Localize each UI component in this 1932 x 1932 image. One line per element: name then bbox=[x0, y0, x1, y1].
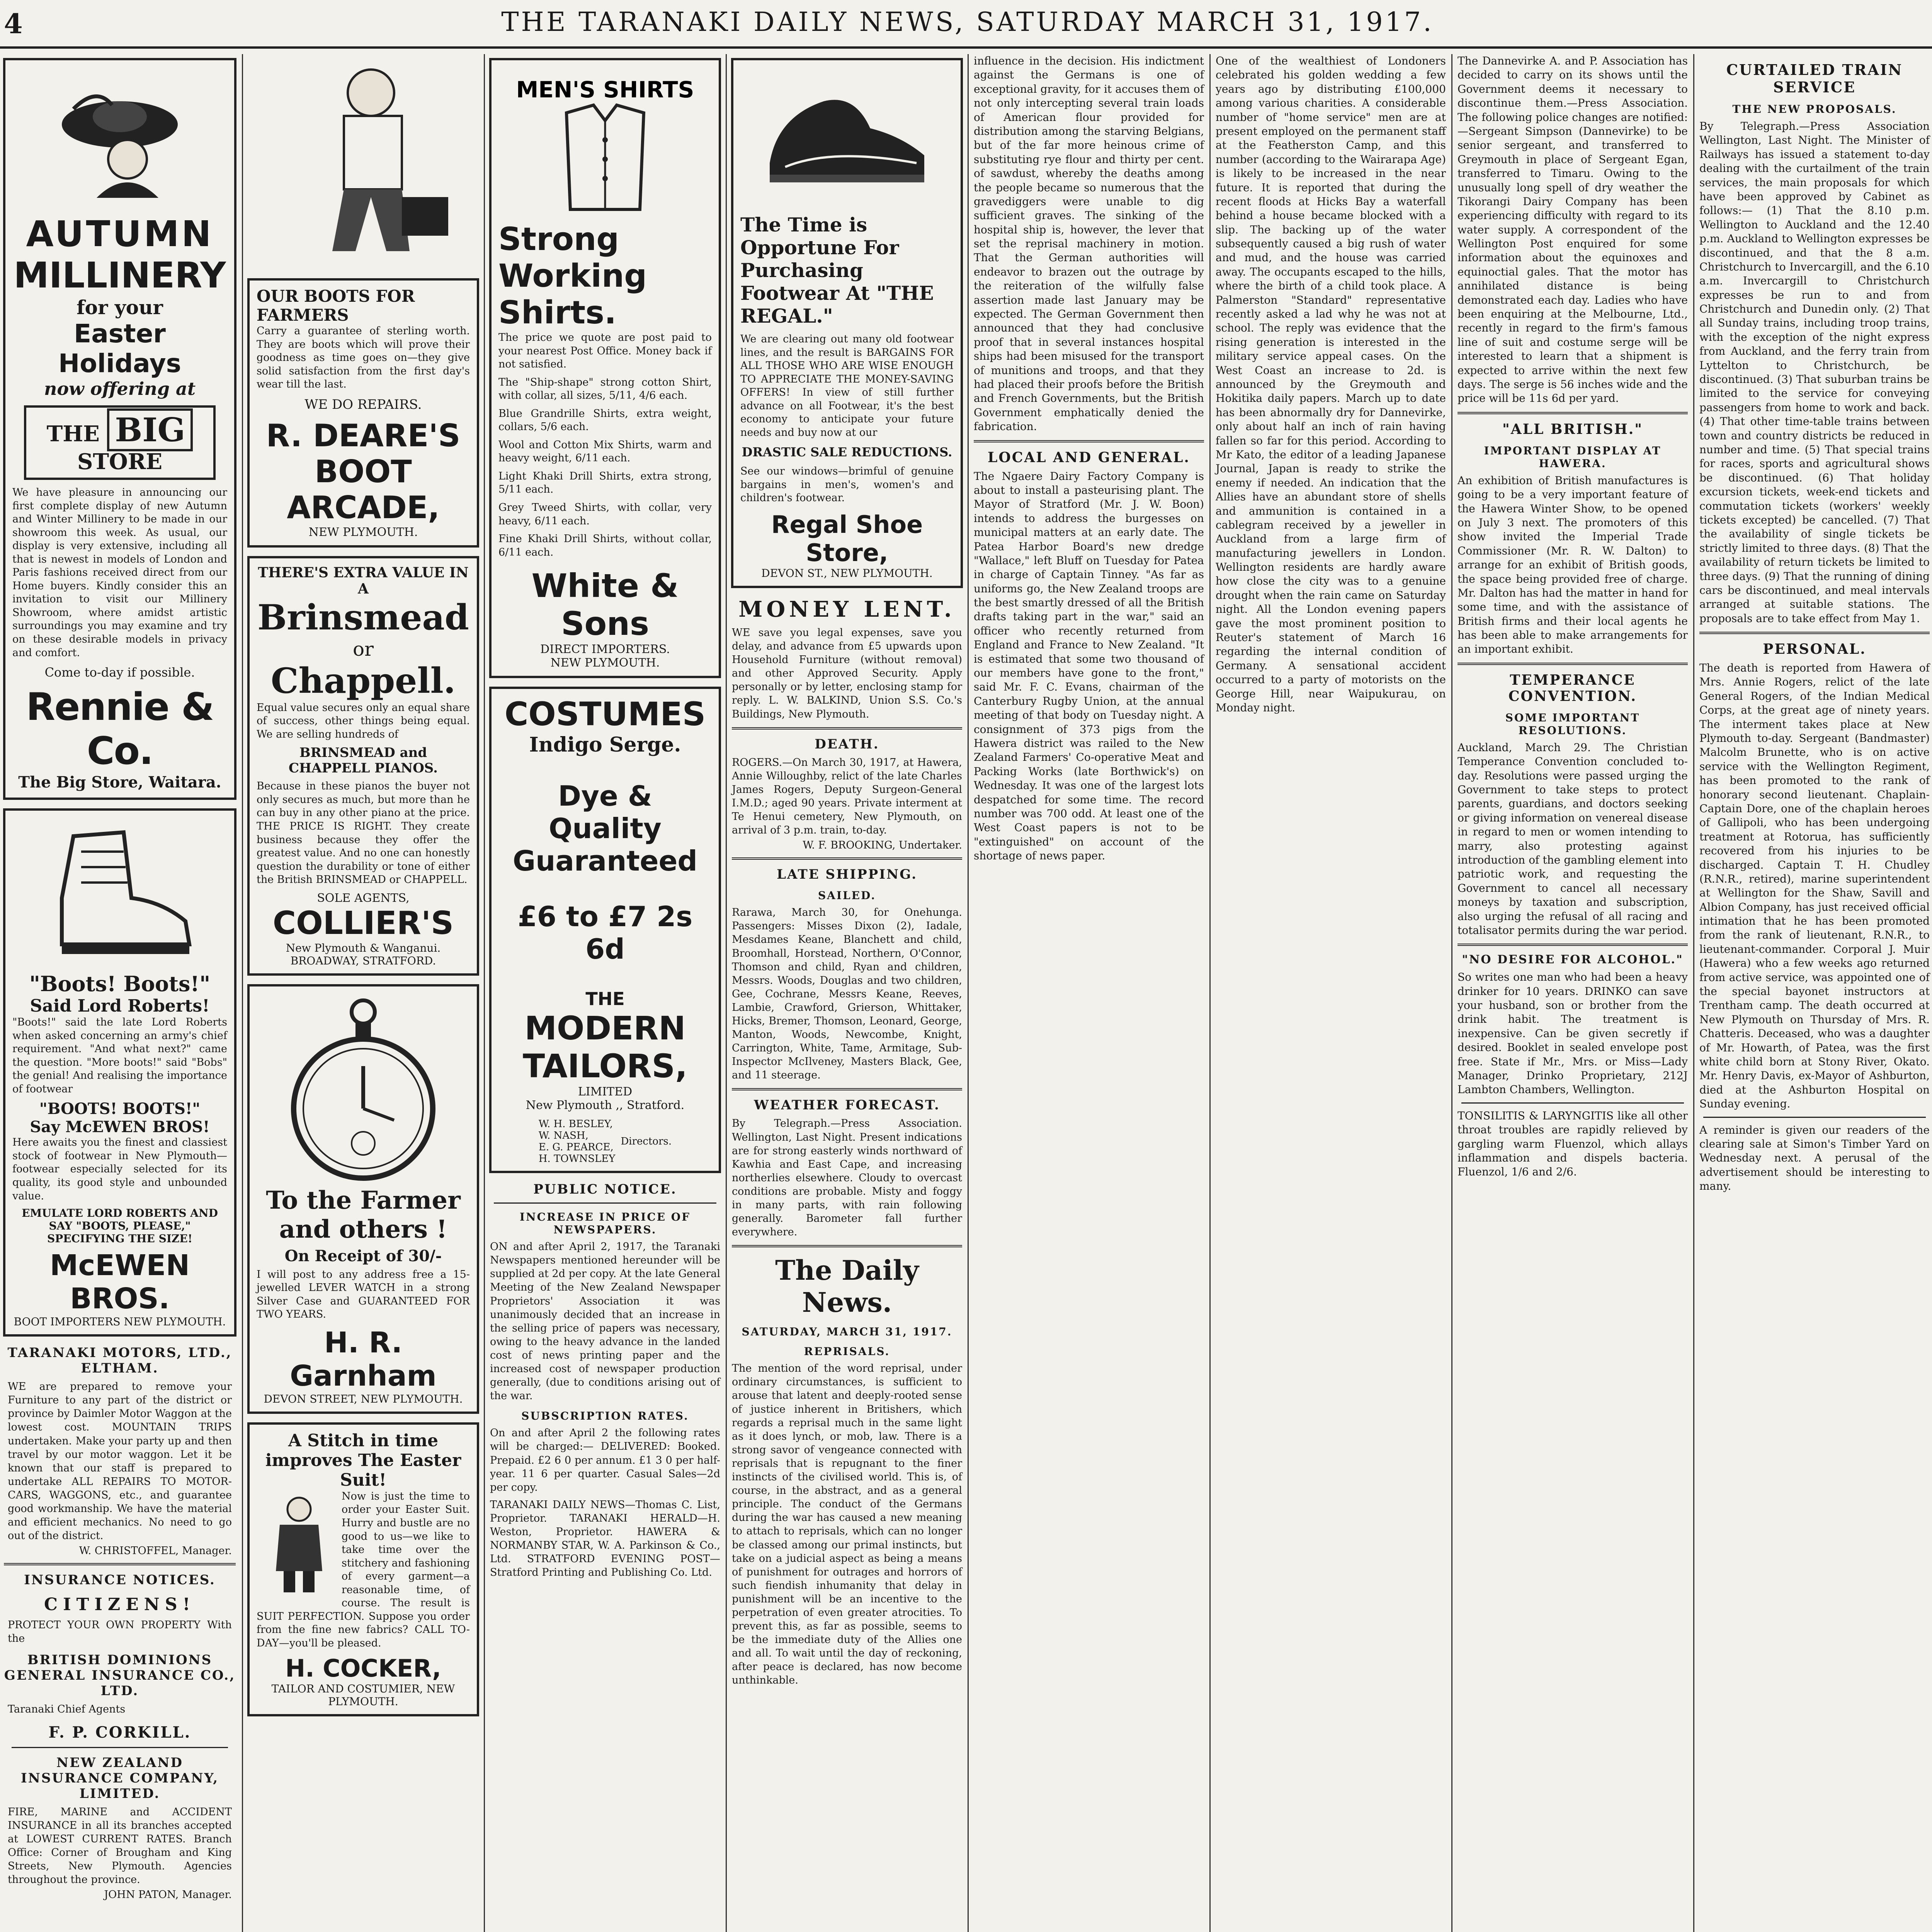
ad-heading: DRASTIC SALE REDUCTIONS. bbox=[742, 445, 952, 460]
weather-forecast bbox=[728, 1097, 966, 1239]
big-store-ad bbox=[3, 58, 236, 800]
notice-heading: SUBSCRIPTION RATES. bbox=[521, 1410, 689, 1423]
advertiser-name: Rennie & Co. bbox=[26, 685, 214, 774]
advertiser-name: McEWEN BROS. bbox=[49, 1249, 190, 1316]
column-2 bbox=[244, 54, 482, 1932]
page-number: 4 bbox=[4, 8, 23, 40]
article-body: An exhibition of British manufactures is going to be a very important feature of the Hawera Winter Show, to be opened on July 3 next. The promoters of this show invited the Imperial Trade Commissioner (Mr. R. W. Dalton) to arrange for an exhibit of British goods, the space being provided free of charge. Mr. Dalton has had the matter in hand for some time, and with the assistance of British firms and their local agents he has been able to make arrangements for an important exhibit. bbox=[1458, 474, 1688, 656]
column-1 bbox=[0, 54, 240, 1932]
ad-body: Taranaki Chief Agents bbox=[8, 1703, 126, 1716]
farmer-boot-illustration bbox=[255, 58, 471, 274]
editorial-continued: influence in the decision. His indictment against the Germans is one of exceptional gravity, for it accuses them of not only intercepting several train loads of American flour provided for distribution among the starving Belgians, but of the far more heinous crime of substituting rye flour and thirty per cent. of sawdust, whereby the deaths among the people became so numerous that the gravediggers were unable to dig sufficient graves. The sinking of the hospital ship is, however, the lever that set the reprisal machinery in motion. That the German authorities will endeavor to brazen out the outrage by the reiteration of the wilfully false assertion made last January may be expected. The German Government then announced that they had conclusive proof that in several instances hospital ships had been misused for the transport of munitions and troops, and that they had placed their proofs before the British and French Governments, but the British Government emphatically denied the fabrication. bbox=[974, 54, 1204, 433]
column-6 bbox=[1212, 54, 1450, 1932]
regal-shoe-ad bbox=[731, 58, 963, 588]
advertiser-address: New Plymouth & Wanganui. BROADWAY, STRATFORD. bbox=[286, 941, 441, 967]
director-name: W. H. BESLEY, bbox=[538, 1118, 613, 1130]
ad-body: Equal value secures only an equal share of success, other things being equal. We are selling hundreds of bbox=[257, 701, 470, 740]
column-rule bbox=[1451, 54, 1452, 1932]
ad-heading: now offering at bbox=[44, 378, 196, 399]
ad-heading: CITIZENS! bbox=[44, 1595, 196, 1615]
ad-item: The "Ship-shape" strong cotton Shirt, with collar, all sizes, 5/11, 4/6 each. bbox=[498, 376, 712, 402]
advertiser-address: The Big Store, Waitara. bbox=[18, 773, 221, 792]
ad-heading: COSTUMES bbox=[504, 695, 706, 733]
advertiser-name: ARCADE, bbox=[287, 489, 440, 526]
article-body: The Dannevirke A. and P. Association has decided to carry on its shows until the Government deems it necessary to discontinue them.—Press Association. The following police changes are notified:—Sergeant Simpson (Dannevirke) to be senior sergeant, and transferred to Greymouth in place of Sergeant Egan, transferred to Timaru. Owing to the unusually long spell of dry weather the Tikorangi Dairy Company has been experiencing difficulty with regard to its water supply. A correspondent of the Wellington Post enquired for some information about the equinoxes and equinoctial gales. That the motor has annihilated distance is being demonstrated each day. Ladies who have been enquiring at the Melbourne, Ltd., recently in regard to the firm's famous line of suit and costume serge will be interested to learn that a shipment is expected to arrive within the next few days. The serge is 56 inches wide and the price will be 11s 6d per yard. bbox=[1458, 54, 1688, 405]
ad-item: Wool and Cotton Mix Shirts, warm and heavy weight, 6/11 each. bbox=[498, 439, 712, 464]
editorial-title: REPRISALS. bbox=[804, 1345, 890, 1358]
death-notice bbox=[728, 736, 966, 852]
ad-heading: Brinsmead bbox=[257, 597, 469, 638]
advertiser-address: DEVON STREET, NEW PLYMOUTH. bbox=[264, 1392, 463, 1405]
column-rule bbox=[968, 54, 969, 1932]
ad-body: We have pleasure in announcing our first complete display of new Autumn and Winter Millinery to be made in our showroom this week. As usual, our display is very extensive, including all that is newest in models of London and Paris fashions received direct from our Home buyers. Kindly consider this an invitation to visit our Millinery Showroom, where amidst artistic surroundings you may examine and try on these desirable models in privacy and comfort. bbox=[12, 486, 227, 659]
deare-boot-ad bbox=[247, 278, 479, 548]
section-heading: CURTAILED TRAIN SERVICE bbox=[1726, 61, 1903, 96]
ad-body: We are clearing out many old footwear lines, and the result is BARGAINS FOR ALL THOSE WHO ARE WISE ENOUGH TO APPRECIATE THE MONEY-SAVING OFFERS! In view of still further advance on all Footwear, it's the best economy to anticipate your future needs and buy now at our bbox=[740, 333, 954, 439]
masthead bbox=[0, 0, 1932, 49]
ad-heading: Said Lord Roberts! bbox=[30, 996, 210, 1016]
column-7 bbox=[1454, 54, 1692, 1932]
column-rule bbox=[726, 54, 727, 1932]
paper-nameplate: The Daily News. bbox=[775, 1254, 919, 1319]
article-body: The Ngaere Dairy Factory Company is about to install a pasteurising plant. The Mayor of Stratford (Mr. J. W. Boon) intends to address the burgesses on municipal matters at an early date. The Patea Harbor Board's new dredge "Wallace," left Bluff on Tuesday for Patea in charge of Captain Tinney. "As far as uniforms go, the New Zealand troops are the best smartly dressed of all the British drafts taking part in the war," said an officer who recently returned from England and France to New Zealand. "It is estimated that some two thousand of our members have gone to the front," said Mr. F. C. Evans, chairman of the Canterbury Rugby Union, at the annual meeting of that body on Tuesday night. A consignment of 373 pigs from the Hawera district was railed to the New Zealand Farmers' Co-operative Meat and Packing Works (late Borthwick's) on Wednesday. It was one of the largest lots despatched for some time. The record number was 700 odd. At least one of the West Coast papers is not to be "extinguished" on account of the shortage of news paper. bbox=[974, 469, 1204, 862]
colliers-piano-ad bbox=[247, 556, 479, 976]
article-body: The death is reported from Hawera of Mrs. Annie Rogers, relict of the late General Rogers, of the Indian Medical Corps, at the great age of ninety years. The interment takes place at New Plymouth to-day. Sergeant (Bandmaster) Malcolm Brunette, who is on active service with the Wellington Regiment, has been promoted to the rank of honorary second lieutenant. Chaplain-Captain Dore, one of the chaplain heroes of Gallipoli, who has been undergoing treatment at Rotorua, has sufficiently recovered from his injuries to be discharged. Captain T. H. Chudley (R.N.R., retired), marine superintendent at Wellington for the Shaw, Savill and Albion Company, has just received official intimation that he has been promoted from the rank of lieutenant, R.N.R., to lieutenant-commander. Corporal J. Muir (Hawera) who a few weeks ago returned from active service, was appointed one of the special bayonet instructors at Trentham camp. The death occurred at New Plymouth on Thursday of Mrs. R. Chatteris. Deceased, who was a daughter of Mr. Howarth, of Patea, was the first white child born at Stony River, Okato. Mr. Henry Davis, ex-Mayor of Ashburton, died at the Ashburton Hospital on Sunday evening. bbox=[1699, 662, 1930, 1111]
ad-heading: Chappell. bbox=[270, 660, 456, 701]
ad-heading: "Boots! Boots!" bbox=[29, 971, 211, 997]
boot-illustration bbox=[39, 821, 201, 968]
advertiser-address: NEW PLYMOUTH. bbox=[308, 525, 418, 539]
modern-tailors-ad bbox=[489, 687, 721, 1173]
directors-list bbox=[498, 1118, 712, 1165]
ad-body: FIRE, MARINE and ACCIDENT INSURANCE in all its branches accepted at LOWEST CURRENT RATES. Branch Office: Corner of Brougham and King Streets, New Plymouth. Agencies throughout the province. bbox=[8, 1806, 232, 1886]
ad-note: Come to-day if possible. bbox=[44, 665, 195, 680]
ad-heading: TARANAKI MOTORS, LTD., ELTHAM. bbox=[7, 1345, 232, 1376]
ad-heading: Strong bbox=[498, 221, 619, 258]
advertiser-name: MODERN bbox=[524, 1009, 686, 1048]
ad-body: Here awaits you the finest and classiest stock of footwear in New Plymouth—footwear especially selected for its quality, its good style and unbounded value. bbox=[12, 1136, 227, 1202]
article-body: A reminder is given our readers of the clearing sale at Simon's Timber Yard on Wednesday next. A perusal of the advertisement should be interesting to many. bbox=[1699, 1123, 1930, 1193]
subheading: THE NEW PROPOSALS. bbox=[1732, 103, 1897, 116]
ad-signature: W. CHRISTOFFEL, Manager. bbox=[79, 1545, 232, 1557]
notice-body: TARANAKI DAILY NEWS—Thomas C. List, Proprietor. TARANAKI HERALD—H. Weston, Proprietor. HAWERA & NORMANBY STAR, W. A. Parkinson & Co., Ltd. STRATFORD EVENING POST—Stratford Printing and Publishing Co. Ltd. bbox=[490, 1498, 720, 1579]
ad-heading: or bbox=[352, 638, 374, 660]
ad-body: PROTECT YOUR OWN PROPERTY With the bbox=[8, 1619, 232, 1645]
advertiser-name: White & Sons bbox=[531, 567, 679, 643]
article-body: One of the wealthiest of Londoners celebrated his golden wedding a few years ago by distributing £100,000 among various charities. A considerable number of "home service" men are at present employed on the permanent staff at the Featherston Camp, and this number (according to the Wairarapa Age) is likely to be increased in the near future. It is reported that during the recent floods at Hicks Bay a waterfall behind a house became blocked with a slip. The backing up of the water subsequently caused a big rush of water and mud, and the house was carried away. The occupants escaped to the hills, where the birth of a child took place. A Palmerston "Standard" representative recently asked a lad why he was not at school. The reply was evidence that the rising generation is interested in the military service appeal cases. On the West Coast an increase to 2d. is announced by the Greymouth and Hokitika daily papers. March up to date has been abnormally dry for Dannevirke, only about half an inch of rain having fallen so far for this period. According to Mr Kato, the editor of a leading Japanese Journal, Japan is ready to strike the enemy if needed. An indication that the Allies have an abundant store of shells and ammunition is contained in a cablegram received by a jeweller in Auckland from a large firm of manufacturing jewellers in London. Wellington residents are hardly aware how close the city was to a genuine drought when the rain came on Saturday night. All the London evening papers gave the most prominent position to Reuter's statement of March 16 regarding the internal condition of Germany. A sensational accident occurred to a party of motorists on the George Hill, near Waipukurau, on Monday night. bbox=[1216, 54, 1446, 714]
ad-body: Now is just the time to order your Easter Suit. Hurry and bustle are no good to us—we like to take time over the stitchery and fashioning of every garment—a reasonable time, of course. The result is SUIT PERFECTION. Suppose you order from the fine new fabrics? CALL TO-DAY—you'll be pleased. bbox=[257, 1490, 470, 1649]
column-3 bbox=[486, 54, 724, 1932]
advertiser-address: TAILOR AND COSTUMIER, NEW PLYMOUTH. bbox=[271, 1682, 455, 1708]
garnham-watch-ad bbox=[247, 984, 479, 1414]
ad-heading: F. P. CORKILL. bbox=[48, 1723, 191, 1742]
section-heading: PUBLIC NOTICE. bbox=[533, 1182, 677, 1197]
ad-body: I will post to any address free a 15-jewelled LEVER WATCH in a strong Silver Case and GUARANTEED FOR TWO YEARS. bbox=[257, 1268, 470, 1321]
ad-body: The price we quote are post paid to your nearest Post Office. Money back if not satisfied. bbox=[498, 332, 712, 371]
ad-signature: JOHN PATON, Manager. bbox=[104, 1889, 232, 1901]
ad-heading: MONEY LENT. bbox=[738, 597, 956, 622]
hat-lady-illustration bbox=[50, 70, 189, 209]
article-body: By Telegraph.—Press Association. Wellington, Last Night. Present indications are for strong easterly winds northward of Kawhia and East Cape, and increasing northerlies elsewhere. Cloudy to overcast conditions are probable. Misty and foggy in many parts, with rain following generally. Barometer fall further everywhere. bbox=[732, 1117, 962, 1238]
ad-body: WE save you legal expenses, save you delay, and advance from £5 upwards upon Household Furniture (without removal) and other Approved Security. Apply personally or by letter, enclosing stamp for reply. L. W. BALKIND, Union S.S. Co.'s Buildings, New Plymouth. bbox=[732, 627, 962, 720]
notice-body: On and after April 2 the following rates will be charged:— DELIVERED: Booked. Prepaid. £2 6 0 per annum. £1 3 0 per half-year. 11 6 per quarter. Casual Sales—2d per copy. bbox=[490, 1427, 720, 1493]
insurance-notices bbox=[4, 1572, 236, 1901]
ad-heading: A Stitch in time improves The Easter Suit! bbox=[265, 1430, 461, 1490]
advertiser-address: DIRECT IMPORTERS. bbox=[540, 643, 670, 656]
ad-heading: To the Farmer bbox=[266, 1185, 461, 1215]
advertiser-name: BOOT bbox=[315, 453, 412, 490]
section-heading: DEATH. bbox=[815, 736, 879, 752]
ad-heading: "BOOTS! BOOTS!" bbox=[39, 1100, 201, 1118]
advertiser-address: NEW PLYMOUTH. bbox=[550, 656, 660, 670]
article-body: By Telegraph.—Press Association Wellington, Last Night. The Minister of Railways has issued a statement to-day dealing with the curtailment of the train services, the main proposals for which have been approved by Cabinet as follows:— (1) That the 8.10 p.m. Wellington to Auckland and the 12.40 p.m. Auckland to Wellington expresses be discontinued, and that the 8 a.m. Christchurch to Invercargill, and the 6.10 a.m. Invercargill to Christchurch expresses be run to and from Christchurch and Dunedin only. (2) That all Sunday trains, including troop trains, with the exception of the night express from Auckland, and the ferry train from Lyttelton to Christchurch, be discontinued. (3) That suburban trains be limited to the service for conveying passengers from home to work and back. (4) That other time-table trains between town and country districts be reduced in number and time. (5) That special trains for races, sports and agricultural shows be discontinued. (6) That holiday excursion tickets, week-end tickets and commutation tickets (workers' weekly tickets excepted) be cancelled. (7) That the availability of single tickets be strictly limited to three days. (8) That the availability of return tickets be limited to three days. (9) That the running of dining cars be discontinued, and meal intervals arranged at suitable stations. The proposals are to take effect from May 1. bbox=[1699, 120, 1930, 625]
notice-signature: W. F. BROOKING, Undertaker. bbox=[803, 839, 962, 852]
ad-slogan: EMULATE LORD ROBERTS AND SAY "BOOTS, PLEASE," SPECIFYING THE SIZE! bbox=[22, 1207, 218, 1245]
ad-heading: The Time is Opportune For Purchasing Footwear At "THE REGAL." bbox=[740, 213, 934, 327]
ad-body: WE are prepared to remove your Furniture to any part of the district or province by Daimler Motor Waggon at the lowest cost. MOUNTAIN TRIPS undertaken. Make your party up and then travel by our motor waggon. Let it be known that our staff is prepared to undertake ALL REPAIRS TO MOTOR-CARS, WAGGONS, etc., and guarantee good workmanship. We have the material and efficient mechanics. No need to go out of the district. bbox=[8, 1381, 232, 1542]
store-logo-the: THE bbox=[46, 421, 100, 447]
ad-heading: Say McEWEN BROS! bbox=[30, 1118, 210, 1136]
article-body: Auckland, March 29. The Christian Temperance Convention concluded to-day. Resolutions were passed urging the Government to take steps to protect parents, guardians, and doctors seeking or giving information on venereal disease in regard to men or women intending to marry, also protesting against introduction of the gambling element into patriotic work, and requesting the Government to cancel all necessary moneys by taxation and subscription, also urging the refusal of all racing and totalisator permits during the war period. bbox=[1458, 741, 1688, 937]
section-heading: LOCAL AND GENERAL. bbox=[988, 449, 1190, 466]
ad-heading: On Receipt of 30/- bbox=[284, 1247, 442, 1265]
ad-note: SOLE AGENTS, bbox=[317, 891, 410, 905]
ad-heading: Guaranteed bbox=[513, 845, 697, 878]
editorial bbox=[728, 1254, 966, 1687]
column-rule bbox=[1209, 54, 1211, 1932]
ad-heading: AUTUMN bbox=[26, 213, 214, 255]
pocket-watch-illustration bbox=[282, 997, 444, 1182]
store-logo bbox=[24, 405, 216, 480]
editorial-date: SATURDAY, MARCH 31, 1917. bbox=[742, 1325, 952, 1338]
notice-body: ON and after April 2, 1917, the Taranaki Newspapers mentioned hereunder will be supplied at 2d per copy. At the late General Meeting of the New Zealand Newspaper Proprietors' Association it was unanimously decided that an increase in the selling price of papers was necessary, owing to the heavy advance in the landed cost of news printing paper and the increased cost of newspaper production generally, (due to conditions arising out of the war. bbox=[490, 1241, 720, 1402]
shoe-illustration bbox=[754, 70, 940, 209]
ad-item: Grey Tweed Shirts, with collar, very heavy, 6/11 each. bbox=[498, 502, 712, 527]
section-heading: TEMPERANCE CONVENTION. bbox=[1508, 672, 1637, 704]
advertiser-address: DEVON ST., NEW PLYMOUTH. bbox=[761, 567, 933, 580]
taranaki-motors-ad bbox=[4, 1345, 236, 1557]
store-logo-big: BIG bbox=[107, 408, 193, 451]
ad-heading: BRINSMEAD and CHAPPELL PIANOS. bbox=[289, 745, 438, 776]
notice-body: ROGERS.—On March 30, 1917, at Hawera, Annie Willoughby, relict of the late Charles James Rogers, Deputy Surgeon-General I.M.D.; aged 90 years. Private interment at Te Henui cemetery, New Plymouth, on arrival of 3 p.m. train, to-day. bbox=[732, 756, 962, 837]
advertiser-name: Regal Shoe Store, bbox=[771, 510, 923, 567]
ad-heading: Easter Holidays bbox=[58, 319, 181, 378]
advertiser-address: New Plymouth ,, Stratford. bbox=[526, 1099, 685, 1112]
advertiser-name: TAILORS, bbox=[522, 1047, 688, 1085]
ad-body: Because in these pianos the buyer not only secures as much, but more than he can buy in any other piano at the price. THE PRICE IS RIGHT. They create business because they offer the greatest value. And no one can honestly question the durability or tone of either the British BRINSMEAD or CHAPPELL. bbox=[257, 780, 470, 886]
ad-item: Light Khaki Drill Shirts, extra strong, 5/11 each. bbox=[498, 470, 712, 496]
shirt-illustration bbox=[516, 70, 694, 217]
section-heading: INSURANCE NOTICES. bbox=[24, 1572, 216, 1588]
ad-body: Carry a guarantee of sterling worth. They are boots which will prove their goodness as time goes on—they give solid satisfaction from the first day's wear till the last. bbox=[257, 325, 470, 391]
editorial-body: The mention of the word reprisal, under ordinary circumstances, is sufficient to arouse that latent and deeply-rooted sense of justice inherent in Britishers, which regards a reprisal much in the same light as it does lynch, or mob, law. There is a strong savor of vengeance connected with reprisals that is repugnant to the finer instincts of the civilised world. This is, of course, in the abstract, and as a general principle. The conduct of the Germans during the war has caused a new meaning to attach to reprisals, which can no longer be classed among our primal instincts, but take on a judicial aspect as being a means of punishment for outrages and horrors of such fiendish inhumanity that delay in punishment will be an incentive to the perpetration of even greater atrocities. To prevent this, as far as possible, seems to be the immediate duty of the Allies one and all. To wait until the day of reckoning, after peace is declared, has now become unthinkable. bbox=[732, 1362, 962, 1687]
ad-body: TONSILITIS & LARYNGITIS like all other throat troubles are rapidly relieved by gargling warm Fluenzol, which allays inflammation and dispels bacteria. Fluenzol, 1/6 and 2/6. bbox=[1458, 1109, 1688, 1179]
ad-item: Fine Khaki Drill Shirts, without collar, 6/11 each. bbox=[498, 533, 712, 558]
public-notice bbox=[486, 1182, 724, 1579]
ad-heading: OUR BOOTS FOR FARMERS bbox=[257, 287, 415, 325]
ad-heading: NEW ZEALAND INSURANCE COMPANY, LIMITED. bbox=[20, 1755, 219, 1801]
ad-heading: "NO DESIRE FOR ALCOHOL." bbox=[1462, 953, 1684, 967]
column-8 bbox=[1696, 54, 1932, 1932]
director-name: H. TOWNSLEY bbox=[538, 1153, 616, 1165]
advertiser-name: H. R. Garnham bbox=[290, 1326, 437, 1393]
section-heading: PERSONAL. bbox=[1763, 641, 1866, 658]
ad-note: WE DO REPAIRS. bbox=[304, 396, 422, 412]
column-rule bbox=[1693, 54, 1694, 1932]
column-rule bbox=[484, 54, 485, 1932]
ad-item: Blue Grandrille Shirts, extra weight, collars, 5/6 each. bbox=[498, 407, 712, 433]
director-name: W. NASH, bbox=[538, 1130, 588, 1142]
ad-heading: Working bbox=[498, 258, 647, 294]
ad-heading: Shirts. bbox=[498, 294, 617, 331]
section-heading: "ALL BRITISH." bbox=[1502, 421, 1643, 437]
cocker-tailor-ad bbox=[247, 1422, 479, 1716]
ad-heading: and others ! bbox=[279, 1214, 447, 1244]
money-lent-ad bbox=[728, 597, 966, 721]
advertiser-name: R. DEARE'S bbox=[266, 417, 461, 454]
notice-heading: INCREASE IN PRICE OF NEWSPAPERS. bbox=[519, 1211, 691, 1236]
article-body: Rarawa, March 30, for Onehunga. Passengers: Misses Dixon (2), Iadale, Mesdames Keane, Blanchett and child, Broomhall, Horstead, Northern, O'Connor, Thomson and child, Ryan and children, Messrs. Woods, Douglas and two children, Gee, Cochrane, Messrs Keane, Reeves, Lambie, Crawford, Grierson, Whittaker, Hicks, Bremer, Thomson, Leonard, George, Manton, Woods, Newcombe, Knight, Carrington, White, Tame, Armitage, Sub-Inspector McIlveney, Masters Black, Gee, and 11 steerage. bbox=[732, 906, 962, 1082]
section-heading: WEATHER FORECAST. bbox=[754, 1097, 940, 1113]
ad-heading: MILLINERY bbox=[14, 255, 226, 296]
ad-heading: BRITISH DOMINIONS GENERAL INSURANCE CO., LTD. bbox=[4, 1652, 236, 1699]
column-rule bbox=[242, 54, 243, 1932]
ad-body: "Boots!" said the late Lord Roberts when asked concerning an army's chief requirement. "And what next?" came the question. "More boots!" said "Bobs" the genial! And realising the importance of footwear bbox=[12, 1016, 227, 1095]
newspaper-title: THE TARANAKI DAILY NEWS, SATURDAY MARCH 31, 1917. bbox=[501, 7, 1434, 37]
store-logo-store: STORE bbox=[77, 449, 163, 474]
section-heading: LATE SHIPPING. bbox=[777, 867, 917, 883]
advertiser-name: THE bbox=[585, 988, 625, 1010]
subheading: SAILED. bbox=[818, 889, 876, 902]
advertiser-name: COLLIER'S bbox=[272, 905, 454, 942]
white-sons-shirts-ad bbox=[489, 58, 721, 678]
ad-body: See our windows—brimful of genuine bargains in men's, women's and children's footwear. bbox=[740, 465, 954, 504]
advertiser-name: H. COCKER, bbox=[285, 1654, 441, 1682]
advertiser-note: LIMITED bbox=[578, 1085, 633, 1099]
subheading: SOME IMPORTANT RESOLUTIONS. bbox=[1505, 711, 1640, 737]
column-4 bbox=[728, 54, 966, 1932]
ad-heading: THERE'S EXTRA VALUE IN A bbox=[258, 564, 469, 597]
ad-heading: Dye & Quality bbox=[549, 780, 662, 845]
directors-label: Directors. bbox=[621, 1136, 672, 1148]
mcewen-boots-ad bbox=[3, 808, 236, 1337]
ad-heading: for your bbox=[77, 296, 163, 319]
column-5 bbox=[970, 54, 1208, 1932]
ad-price: £6 to £7 2s 6d bbox=[517, 900, 693, 966]
shirts-label: MEN'S SHIRTS bbox=[516, 77, 694, 103]
advertiser-address: BOOT IMPORTERS NEW PLYMOUTH. bbox=[14, 1315, 226, 1328]
ad-heading: Indigo Serge. bbox=[529, 733, 681, 757]
subheading: IMPORTANT DISPLAY AT HAWERA. bbox=[1484, 444, 1662, 470]
ad-body: So writes one man who had been a heavy drinker for 10 years. DRINKO can save your husband, son or brother from the drink habit. The treatment is inexpensive. Can be given secretly if desired. Booklet in sealed envelope post free. State if Mr., Mrs. or Miss—Lady Manager, Drinko Proprietary, 212J Lambton Chambers, Wellington. bbox=[1458, 971, 1688, 1096]
director-name: E. G. PEARCE, bbox=[538, 1141, 614, 1153]
tailor-figure-illustration bbox=[260, 1494, 338, 1594]
late-shipping bbox=[728, 867, 966, 1082]
